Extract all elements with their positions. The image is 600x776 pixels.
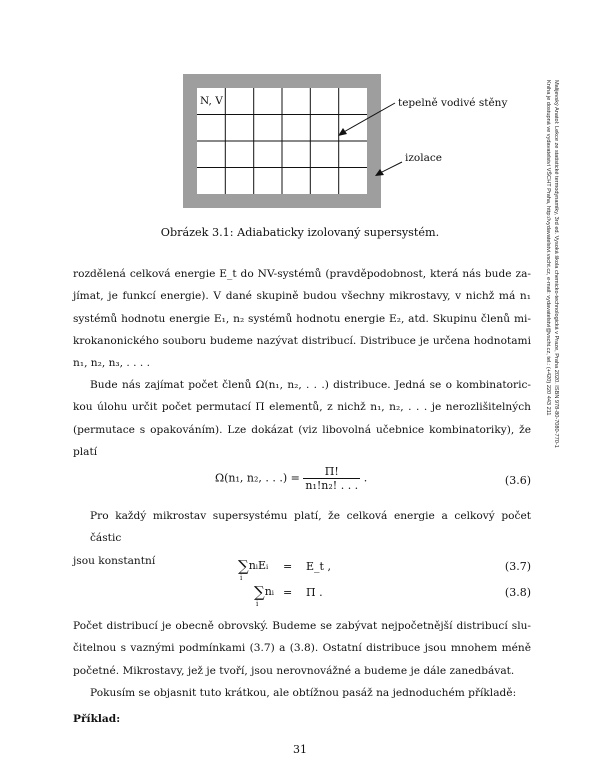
text-line: kou úlohu určit počet permutací Π elementů, z nichž n₁, n₂, . . . je nerozlišitelných — [73, 401, 531, 414]
text-line: krokanonického souboru budeme nazývat distribucí. Distribuce je určena hodnotami — [73, 334, 531, 347]
equation-3-8 — [254, 583, 274, 601]
eq36-tail: . — [363, 471, 368, 485]
text-line: jsou konstantní — [73, 554, 156, 567]
page-number: 31 — [293, 743, 307, 756]
sum-symbol: ∑ — [238, 557, 249, 575]
text-line: početné. Mikrostavy, jež je tvoří, jsou nerovnovážné a budeme je dále zanedbávat. — [73, 664, 515, 677]
paragraph-4 — [73, 615, 531, 682]
paragraph-2 — [73, 374, 531, 463]
text-line: systémů hodnotu energie E₁, n₂ systémů hodnotu energie E₂, atd. Skupinu členů mi- — [73, 312, 531, 325]
text-line: Počet distribucí je obecně obrovský. Budeme se zabývat nejpočetnější distribucí slu- — [73, 620, 531, 632]
paragraph-1 — [73, 263, 531, 374]
eq36-lhs: Ω(n₁, n₂, . . .) = — [215, 471, 300, 485]
eq36-fraction — [303, 465, 360, 492]
side-note — [544, 80, 560, 540]
text-line: jímat, je funkcí energie). V dané skupině budou všechny mikrostavy, v nichž má n₁ — [73, 290, 531, 303]
wall-label: tepelně vodivé stěny — [398, 97, 508, 109]
eq37-number: (3.7) — [504, 560, 531, 573]
text-line: čitelnou s vaznými podmínkami (3.7) a (3.8). Ostatní distribuce jsou mnohem méně — [73, 642, 531, 655]
text-line: (permutace s opakováním). Lze dokázat (viz libovolná učebnice kombinatoriky), že — [73, 423, 531, 436]
eq36-number: (3.6) — [504, 474, 531, 487]
text-line: Pro každý mikrostav supersystému platí, že celková energie a celkový počet částic — [90, 510, 531, 545]
eq37-lhs: nᵢEᵢ — [248, 559, 269, 572]
eq38-rhs: Π . — [306, 586, 323, 599]
side-note-line: Kniha je dostupná ve vydavatelství VŠCHT Praha, http://vydavatelstvi.vscht.cz, e-mail: vydavatelstvi@vscht.cz, tel.: (+420) 220 443 211 — [545, 80, 551, 416]
text-line: Bude nás zajímat počet členů Ω(n₁, n₂, . . .) distribuce. Jedná se o kombinatoric- — [90, 379, 531, 391]
eq38-number: (3.8) — [504, 586, 531, 599]
text-line: platí — [73, 445, 98, 458]
eq37-index: i — [240, 574, 243, 582]
equation-3-6 — [215, 465, 367, 492]
equation-3-7 — [238, 557, 268, 575]
sum-symbol: ∑ — [254, 583, 265, 601]
eq38-index: i — [256, 600, 259, 608]
cell-label: N, V — [200, 95, 223, 107]
text-line: n₁, n₂, n₃, . . . . — [73, 357, 150, 370]
example-heading: Příklad: — [73, 713, 121, 725]
eq36-denominator: n₁!n₂! . . . — [305, 479, 359, 492]
eq36-numerator: Π! — [303, 465, 360, 479]
eq37-equals: = — [283, 560, 293, 573]
figure-caption: Obrázek 3.1: Adiabaticky izolovaný supersystém. — [160, 226, 440, 239]
side-note-line: Malijevský Anatol: Lekce ze statistické termodynamiky, 3rd ed. Vysoká škola chemicko-technologická v Praze, Praha 2020. ISBN 978-80-7080-770-1 — [553, 80, 559, 448]
text-line: rozdělená celková energie E_t do NV-systémů (pravděpodobnost, která nás bude za- — [73, 268, 531, 280]
paragraph-5 — [73, 682, 531, 704]
eq38-equals: = — [283, 586, 293, 599]
eq37-rhs: E_t , — [306, 560, 331, 573]
paragraph-3 — [73, 505, 531, 572]
eq38-lhs: nᵢ — [264, 585, 275, 598]
text-line: Pokusím se objasnit tuto krátkou, ale obtížnou pasáž na jednoduchém příkladě: — [90, 687, 517, 699]
insulation-label: izolace — [405, 152, 442, 164]
